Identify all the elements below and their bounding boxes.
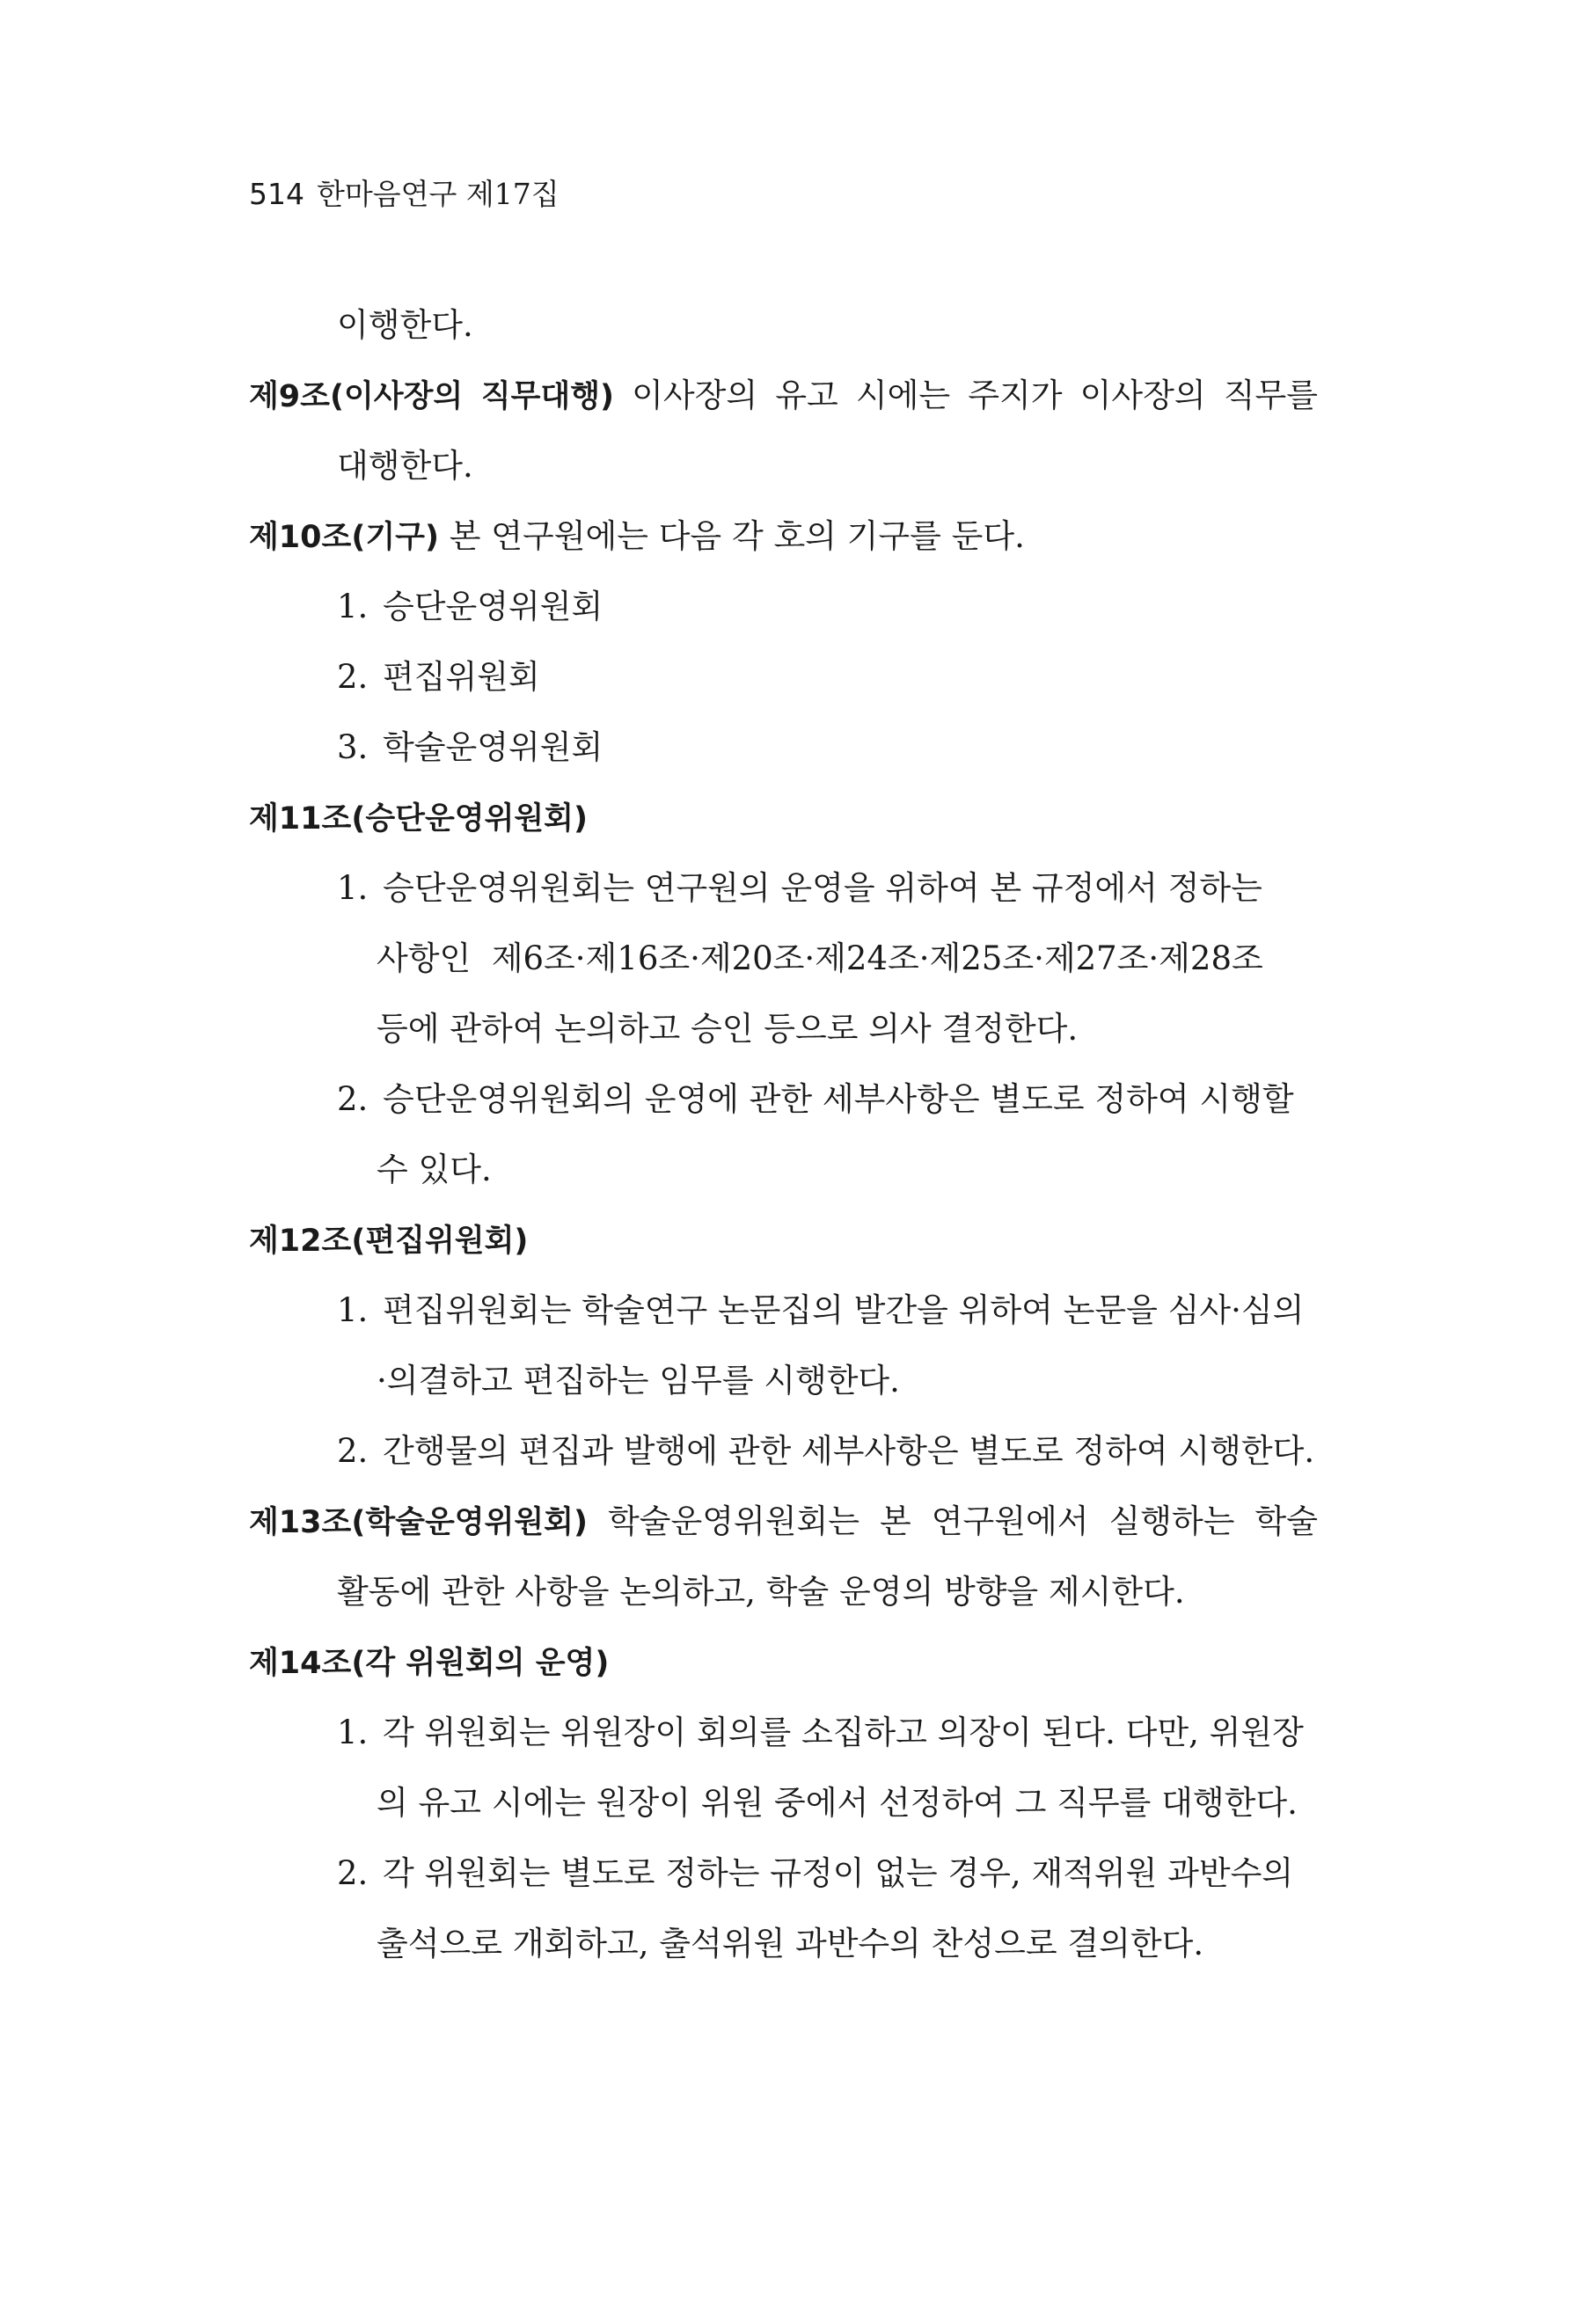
- article-9: [249, 361, 1318, 431]
- item-text: 편집위원회는 학술연구 논문집의 발간을 위하여 논문을 심사·심의: [383, 1291, 1305, 1329]
- article-12: [249, 1205, 1318, 1275]
- text-line-content: 출석으로 개회하고, 출석위원 과반수의 찬성으로 결의한다.: [377, 1925, 1204, 1962]
- list-item: [249, 1275, 1318, 1346]
- item-number: 1.: [337, 1714, 369, 1751]
- item-text: 승단운영위원회: [383, 588, 603, 625]
- article-10: [249, 501, 1318, 572]
- list-item: [249, 1416, 1318, 1487]
- article-heading: 제12조(편집위원회): [249, 1224, 529, 1259]
- text-line-content: 활동에 관한 사항을 논의하고, 학술 운영의 방향을 제시한다.: [337, 1573, 1185, 1611]
- article-body: [249, 290, 1318, 1979]
- item-number: 1.: [337, 588, 369, 625]
- text-line: [249, 1135, 1318, 1205]
- text-line: [249, 1909, 1318, 1979]
- item-number: 3.: [337, 728, 369, 766]
- article-heading: 제11조(승단운영위원회): [249, 801, 588, 837]
- list-item: [249, 572, 1318, 642]
- text-line-content: ·의결하고 편집하는 임무를 시행한다.: [377, 1362, 900, 1400]
- list-item: [249, 853, 1318, 924]
- item-text: 간행물의 편집과 발행에 관한 세부사항은 별도로 정하여 시행한다.: [383, 1432, 1315, 1470]
- item-text: 승단운영위원회의 운영에 관한 세부사항은 별도로 정하여 시행할: [383, 1080, 1294, 1118]
- journal-title: 한마음연구 제17집: [317, 177, 560, 211]
- item-text: 학술운영위원회: [383, 728, 603, 766]
- list-item: [249, 1698, 1318, 1768]
- article-heading: 제10조(기구): [249, 520, 439, 555]
- item-text: 편집위원회: [383, 658, 540, 696]
- item-number: 1.: [337, 869, 369, 907]
- item-number: 2.: [337, 658, 369, 696]
- text-line: [249, 1346, 1318, 1416]
- text-line: [249, 290, 1318, 361]
- text-line-content: 대행한다.: [337, 447, 473, 485]
- text-line-content: 의 유고 시에는 원장이 위원 중에서 선정하여 그 직무를 대행한다.: [377, 1784, 1298, 1822]
- article-11: [249, 783, 1318, 853]
- text-line: [249, 431, 1318, 501]
- item-text: 승단운영위원회는 연구원의 운영을 위하여 본 규정에서 정하는: [383, 869, 1262, 907]
- article-text: 학술운영위원회는 본 연구원에서 실행하는 학술: [608, 1502, 1318, 1540]
- article-heading: 제14조(각 위원회의 운영): [249, 1646, 610, 1681]
- text-line: [249, 994, 1318, 1064]
- article-14: [249, 1627, 1318, 1698]
- article-heading: 제9조(이사장의 직무대행): [249, 379, 615, 414]
- list-item: [249, 713, 1318, 783]
- text-line-content: 수 있다.: [377, 1151, 492, 1188]
- article-heading: 제13조(학술운영위원회): [249, 1505, 588, 1540]
- item-number: 1.: [337, 1291, 369, 1329]
- text-line: [249, 1768, 1318, 1838]
- item-number: 2.: [337, 1854, 369, 1892]
- text-line-content: 등에 관하여 논의하고 승인 등으로 의사 결정한다.: [377, 1010, 1079, 1048]
- item-number: 2.: [337, 1432, 369, 1470]
- item-number: 2.: [337, 1080, 369, 1118]
- text-line-content: 이행한다.: [337, 306, 473, 344]
- item-text: 각 위원회는 별도로 정하는 규정이 없는 경우, 재적위원 과반수의: [383, 1854, 1294, 1892]
- text-line: [249, 924, 1318, 994]
- list-item: [249, 1838, 1318, 1909]
- item-text: 각 위원회는 위원장이 회의를 소집하고 의장이 된다. 다만, 위원장: [383, 1714, 1304, 1751]
- text-line: [249, 1557, 1318, 1627]
- article-text: 이사장의 유고 시에는 주지가 이사장의 직무를: [632, 376, 1318, 414]
- running-header: [249, 172, 560, 213]
- list-item: [249, 1064, 1318, 1135]
- article-text: 본 연구원에는 다음 각 호의 기구를 둔다.: [449, 517, 1025, 555]
- text-line-content: 사항인 제6조·제16조·제20조·제24조·제25조·제27조·제28조: [377, 939, 1263, 977]
- list-item: [249, 642, 1318, 713]
- page-number: 514: [249, 177, 304, 211]
- article-13: [249, 1487, 1318, 1557]
